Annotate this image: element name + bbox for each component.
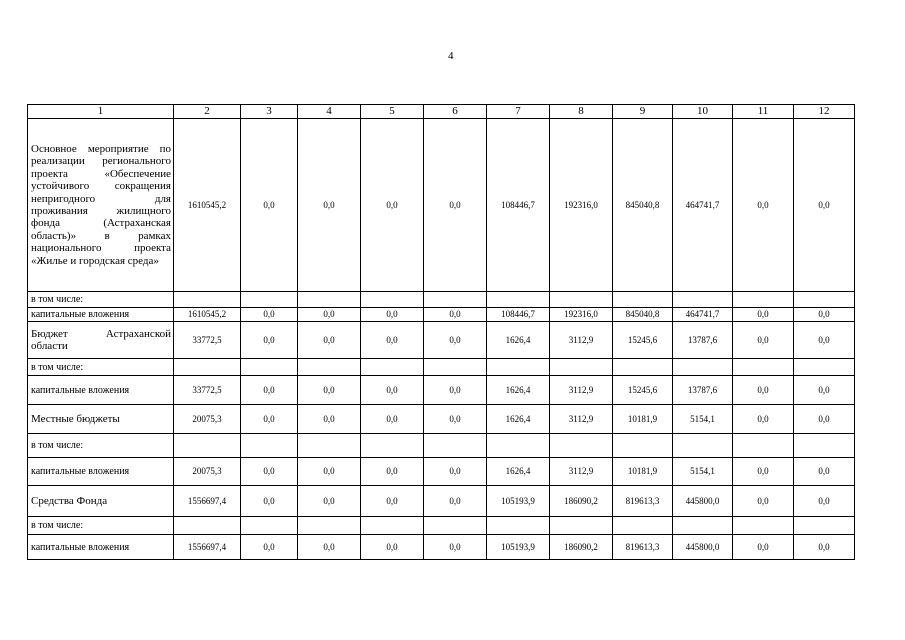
table-cell: 0,0 xyxy=(241,322,298,359)
table-cell: 1626,4 xyxy=(487,405,550,434)
row-label: капитальные вложения xyxy=(28,376,174,405)
table-cell: 0,0 xyxy=(733,535,794,560)
table-cell xyxy=(794,434,855,458)
table-cell: 0,0 xyxy=(424,308,487,322)
table-cell: 0,0 xyxy=(733,322,794,359)
column-header: 1 xyxy=(28,105,174,119)
column-header: 2 xyxy=(174,105,241,119)
table-cell: 10181,9 xyxy=(613,405,673,434)
table-header-row xyxy=(28,105,855,119)
table-cell: 0,0 xyxy=(794,308,855,322)
table-cell xyxy=(361,434,424,458)
table-cell: 0,0 xyxy=(424,322,487,359)
table-cell: 464741,7 xyxy=(673,119,733,292)
table-cell: 464741,7 xyxy=(673,308,733,322)
table-cell: 0,0 xyxy=(361,486,424,517)
table-cell: 0,0 xyxy=(298,376,361,405)
table-cell: 845040,8 xyxy=(613,308,673,322)
table-row xyxy=(28,434,855,458)
table-cell: 819613,3 xyxy=(613,486,673,517)
column-header: 8 xyxy=(550,105,613,119)
table-cell: 0,0 xyxy=(298,535,361,560)
table-cell: 5154,1 xyxy=(673,458,733,486)
table-cell: 1626,4 xyxy=(487,458,550,486)
table-cell: 845040,8 xyxy=(613,119,673,292)
table-cell xyxy=(424,292,487,308)
table-cell: 5154,1 xyxy=(673,405,733,434)
table-cell: 0,0 xyxy=(298,119,361,292)
column-header: 12 xyxy=(794,105,855,119)
column-header: 10 xyxy=(673,105,733,119)
table-cell: 0,0 xyxy=(733,376,794,405)
table-cell: 105193,9 xyxy=(487,535,550,560)
table-row xyxy=(28,292,855,308)
table-cell xyxy=(733,359,794,376)
table-cell xyxy=(613,434,673,458)
table-cell xyxy=(733,517,794,535)
table-cell: 0,0 xyxy=(241,405,298,434)
table-cell: 0,0 xyxy=(424,458,487,486)
table-cell: 33772,5 xyxy=(174,322,241,359)
table-cell xyxy=(673,517,733,535)
table-cell xyxy=(550,434,613,458)
table-cell: 0,0 xyxy=(361,458,424,486)
table-row xyxy=(28,119,855,292)
table-cell: 0,0 xyxy=(733,458,794,486)
table-cell xyxy=(424,434,487,458)
table-cell xyxy=(733,292,794,308)
table-row xyxy=(28,458,855,486)
table-cell: 1556697,4 xyxy=(174,486,241,517)
table-cell: 0,0 xyxy=(424,486,487,517)
budget-table xyxy=(27,104,855,560)
table-cell xyxy=(487,359,550,376)
table-cell: 0,0 xyxy=(794,535,855,560)
table-cell: 0,0 xyxy=(424,119,487,292)
table-cell: 1626,4 xyxy=(487,322,550,359)
table-cell: 0,0 xyxy=(794,376,855,405)
table-cell: 186090,2 xyxy=(550,535,613,560)
table-cell xyxy=(487,292,550,308)
table-row xyxy=(28,405,855,434)
table-cell xyxy=(298,292,361,308)
table-cell: 0,0 xyxy=(298,458,361,486)
table-cell: 1556697,4 xyxy=(174,535,241,560)
table-cell xyxy=(487,434,550,458)
column-header: 3 xyxy=(241,105,298,119)
column-header: 6 xyxy=(424,105,487,119)
table-cell: 0,0 xyxy=(794,119,855,292)
table-cell: 0,0 xyxy=(241,119,298,292)
table-cell: 1626,4 xyxy=(487,376,550,405)
row-label: в том числе: xyxy=(28,517,174,535)
table-cell xyxy=(550,292,613,308)
column-header: 5 xyxy=(361,105,424,119)
table-cell: 0,0 xyxy=(241,486,298,517)
table-cell: 0,0 xyxy=(361,322,424,359)
table-cell: 0,0 xyxy=(424,376,487,405)
table-cell xyxy=(298,359,361,376)
table-cell xyxy=(733,434,794,458)
row-label: капитальные вложения xyxy=(28,535,174,560)
table-cell: 0,0 xyxy=(361,376,424,405)
row-label: капитальные вложения xyxy=(28,458,174,486)
table-cell: 20075,3 xyxy=(174,458,241,486)
table-cell: 0,0 xyxy=(733,486,794,517)
table-cell: 1610545,2 xyxy=(174,308,241,322)
table-cell: 445800,0 xyxy=(673,486,733,517)
table-cell: 445800,0 xyxy=(673,535,733,560)
table-cell: 0,0 xyxy=(298,308,361,322)
table-cell: 0,0 xyxy=(794,458,855,486)
table-cell xyxy=(361,359,424,376)
page-number: 4 xyxy=(448,50,454,62)
table-cell xyxy=(174,359,241,376)
table-cell: 0,0 xyxy=(733,119,794,292)
row-label: в том числе: xyxy=(28,292,174,308)
table-cell xyxy=(794,292,855,308)
table-cell: 15245,6 xyxy=(613,322,673,359)
table-cell: 3112,9 xyxy=(550,376,613,405)
row-label: Средства Фонда xyxy=(28,486,174,517)
table-row xyxy=(28,322,855,359)
table-cell: 3112,9 xyxy=(550,322,613,359)
row-label: Местные бюджеты xyxy=(28,405,174,434)
table-cell: 192316,0 xyxy=(550,119,613,292)
table-row xyxy=(28,486,855,517)
table-cell: 0,0 xyxy=(794,405,855,434)
table-cell xyxy=(424,517,487,535)
table-cell: 0,0 xyxy=(424,535,487,560)
column-header: 4 xyxy=(298,105,361,119)
table-cell: 0,0 xyxy=(298,405,361,434)
table-cell: 0,0 xyxy=(241,535,298,560)
table-cell: 192316,0 xyxy=(550,308,613,322)
table-cell: 0,0 xyxy=(361,308,424,322)
table-cell xyxy=(174,434,241,458)
table-cell xyxy=(298,517,361,535)
table-cell: 15245,6 xyxy=(613,376,673,405)
table-cell: 33772,5 xyxy=(174,376,241,405)
column-header: 11 xyxy=(733,105,794,119)
table-cell xyxy=(613,517,673,535)
table-cell xyxy=(794,359,855,376)
table-cell xyxy=(241,359,298,376)
table-cell: 0,0 xyxy=(361,405,424,434)
table-cell: 3112,9 xyxy=(550,458,613,486)
table-cell xyxy=(361,292,424,308)
table-cell: 13787,6 xyxy=(673,376,733,405)
table-cell xyxy=(487,517,550,535)
table-row xyxy=(28,359,855,376)
table-cell xyxy=(241,517,298,535)
table-cell xyxy=(794,517,855,535)
table-row xyxy=(28,517,855,535)
table-cell: 108446,7 xyxy=(487,119,550,292)
table-cell xyxy=(673,292,733,308)
table-cell: 0,0 xyxy=(794,486,855,517)
table-cell xyxy=(241,434,298,458)
table-cell: 186090,2 xyxy=(550,486,613,517)
table-cell xyxy=(298,434,361,458)
table-row xyxy=(28,376,855,405)
table-row xyxy=(28,535,855,560)
table-cell: 0,0 xyxy=(298,486,361,517)
table-cell: 0,0 xyxy=(733,308,794,322)
table-cell: 108446,7 xyxy=(487,308,550,322)
table-cell: 1610545,2 xyxy=(174,119,241,292)
table-cell xyxy=(241,292,298,308)
row-label: капитальные вложения xyxy=(28,308,174,322)
table-cell xyxy=(361,517,424,535)
table-cell: 0,0 xyxy=(241,376,298,405)
table-cell: 13787,6 xyxy=(673,322,733,359)
table-cell: 819613,3 xyxy=(613,535,673,560)
table-cell xyxy=(424,359,487,376)
table-cell xyxy=(613,292,673,308)
table-cell xyxy=(673,434,733,458)
table-cell: 0,0 xyxy=(424,405,487,434)
column-header: 7 xyxy=(487,105,550,119)
table-cell xyxy=(673,359,733,376)
table-cell: 3112,9 xyxy=(550,405,613,434)
table-cell: 20075,3 xyxy=(174,405,241,434)
table-cell xyxy=(550,359,613,376)
table-cell xyxy=(174,517,241,535)
table-cell: 0,0 xyxy=(298,322,361,359)
table-cell: 0,0 xyxy=(361,535,424,560)
column-header: 9 xyxy=(613,105,673,119)
table-cell: 105193,9 xyxy=(487,486,550,517)
table-cell xyxy=(550,517,613,535)
table-cell: 0,0 xyxy=(733,405,794,434)
row-label: в том числе: xyxy=(28,359,174,376)
table-cell xyxy=(174,292,241,308)
table-cell: 0,0 xyxy=(241,308,298,322)
row-label: Бюджет Астраханской области xyxy=(28,322,174,359)
table-row xyxy=(28,308,855,322)
row-label: в том числе: xyxy=(28,434,174,458)
table-cell xyxy=(613,359,673,376)
table-cell: 0,0 xyxy=(361,119,424,292)
row-label: Основное мероприятие по реализации регионального проекта «Обеспечение устойчивого сокращения непригодного для проживания жилищного фонда (Астраханская область)» в рамках национального проекта «Жилье и городская среда» xyxy=(28,119,174,292)
table-cell: 0,0 xyxy=(794,322,855,359)
table-cell: 10181,9 xyxy=(613,458,673,486)
table-cell: 0,0 xyxy=(241,458,298,486)
